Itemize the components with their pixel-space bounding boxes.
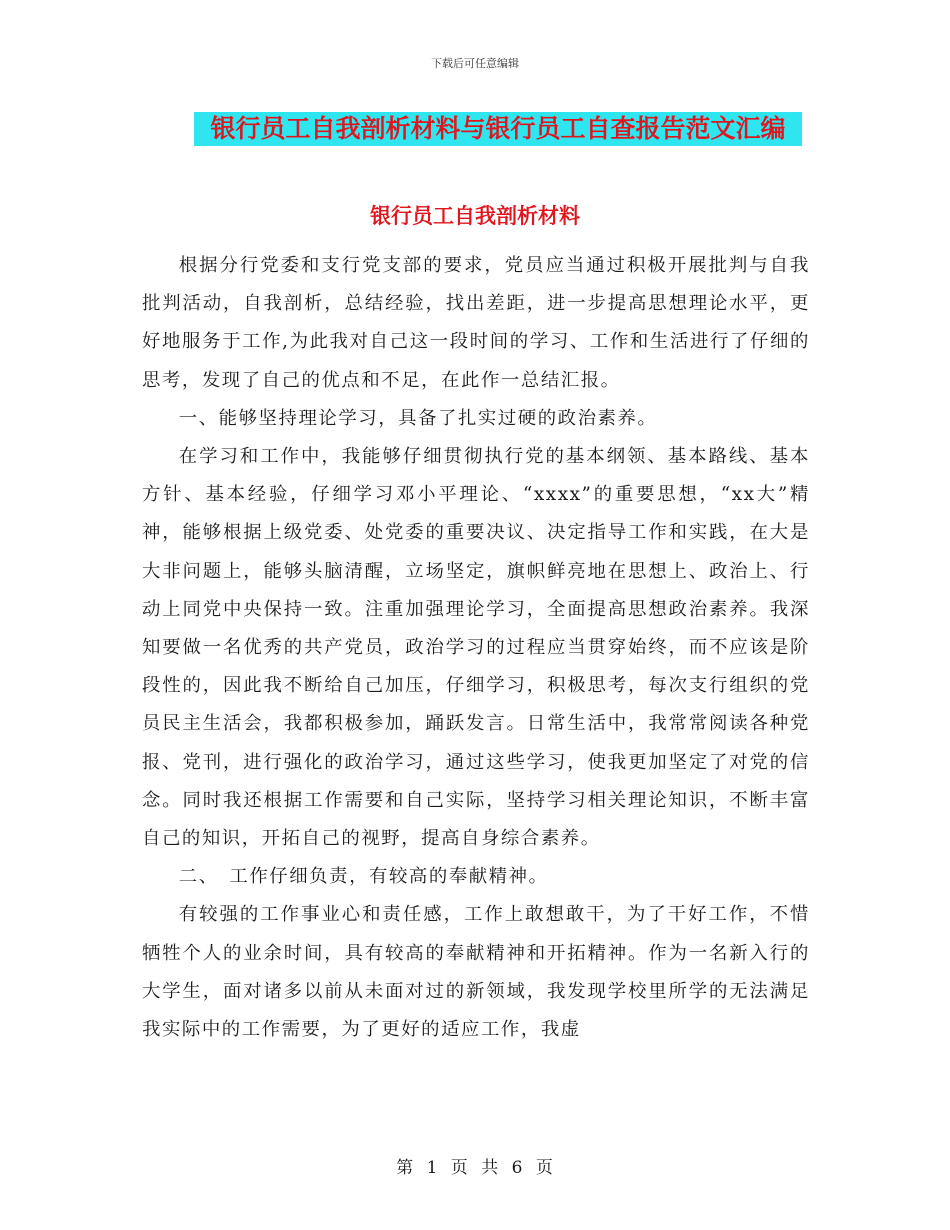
paragraph-intro: 根据分行党委和支行党支部的要求，党员应当通过积极开展批判与自我批判活动，自我剖析，总结经验，找出差距，进一步提高思想理论水平，更好地服务于工作,为此我对自己这一段时间的学习、工作和生活进行了仔细的思考，发现了自己的优点和不足，在此作一总结汇报。 (142, 255, 810, 391)
footer-total-pages: 6 (511, 1158, 524, 1178)
footer-total-word: 共 (481, 1158, 500, 1178)
document-title: 银行员工自我剖析材料与银行员工自查报告范文汇编 (194, 112, 802, 146)
body-text (142, 247, 810, 1049)
paragraph-work-dedication: 有较强的工作事业心和责任感，工作上敢想敢干，为了干好工作，不惜牺牲个人的业余时间，具有较高的奉献精神和开拓精神。作为一名新入行的大学生，面对诸多以前从未面对过的新领域，我发现学校里所学的无法满足我实际中的工作需要，为了更好的适应工作，我虚 (142, 904, 810, 1041)
page-footer (0, 1153, 950, 1178)
paragraph-theory-study: 在学习和工作中，我能够仔细贯彻执行党的基本纲领、基本路线、基本方针、基本经验，仔细学习邓小平理论、“xxxx”的重要思想，“xx大”精神，能够根据上级党委、处党委的重要决议、决定指导工作和实践，在大是大非问题上，能够头脑清醒，立场坚定，旗帜鲜亮地在思想上、政治上、行动上同党中央保持一致。注重加强理论学习，全面提高思想政治素养。我深知要做一名优秀的共产党员，政治学习的过程应当贯穿始终，而不应该是阶段性的，因此我不断给自己加压，仔细学习，积极思考，每次支行组织的党员民主生活会，我都积极参加，踊跃发言。日常生活中，我常常阅读各种党报、党刊，进行强化的政治学习，通过这些学习，使我更加坚定了对党的信念。同时我还根据工作需要和自己实际，坚持学习相关理论知识，不断丰富自己的知识，开拓自己的视野，提高自身综合素养。 (142, 446, 810, 850)
section-title: 银行员工自我剖析材料 (370, 203, 580, 228)
footer-prefix: 第 (396, 1158, 415, 1178)
footer-page-word: 页 (450, 1158, 469, 1178)
paragraph-heading-2: 二、 工作仔细负责，有较高的奉献精神。 (178, 866, 549, 888)
header-note: 下载后可任意编辑 (431, 57, 519, 70)
footer-suffix: 页 (535, 1158, 554, 1178)
footer-page-number: 1 (426, 1158, 439, 1178)
paragraph-heading-1: 一、能够坚持理论学习，具备了扎实过硬的政治素养。 (178, 407, 658, 429)
